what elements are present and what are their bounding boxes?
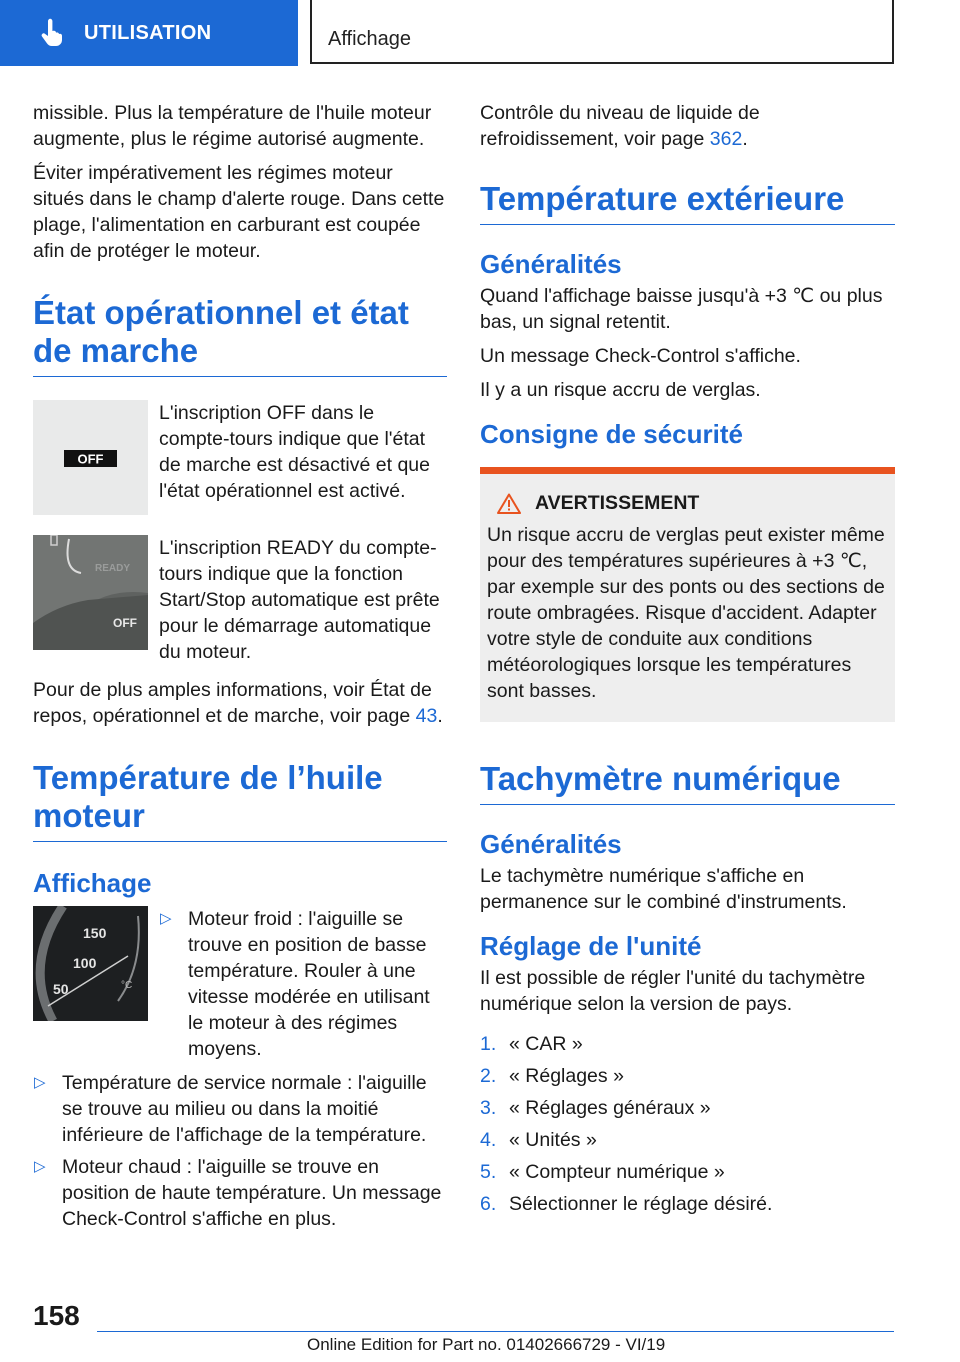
page-number: 158 xyxy=(33,1300,80,1331)
heading-general: Généralités xyxy=(480,249,622,279)
paragraph: Contrôle du niveau de liquide de refroidissement, voir page 362. xyxy=(480,102,760,150)
list-item: ▷ Moteur froid : l'aiguille se trouve en position de basse température. Rouler à une vitesse modérée en utilisant le moteur à des régimes moyens. xyxy=(160,908,430,1060)
heading-safety: Consigne de sécurité xyxy=(480,419,743,449)
gauge-unit: °C xyxy=(121,980,133,991)
list-item: ▷ Température de service normale : l'aiguille se trouve au milieu ou dans la moitié inférieure de l'affichage de la température. xyxy=(34,1072,427,1146)
footer-edition: Online Edition for Part no. 01402666729 - VI/19 xyxy=(307,1335,666,1354)
chapter-title: Affichage xyxy=(328,28,412,50)
chapter-header xyxy=(310,0,894,64)
hand-pointer-icon xyxy=(34,15,70,51)
heading-oil-temperature: Température de l’huile moteur xyxy=(33,759,447,842)
page-link[interactable]: 43 xyxy=(415,705,438,727)
section-tab xyxy=(0,0,298,66)
page-link[interactable]: 362 xyxy=(709,128,743,150)
figure-ready-caption: L'inscription READY du compte-tours indique que la fonction Start/Stop automatique est prête pour le démarrage automatique du moteur. xyxy=(159,537,440,663)
footer-rule xyxy=(97,1331,894,1332)
heading-general: Généralités xyxy=(480,829,622,859)
figure-off-caption: L'inscription OFF dans le compte-tours indique que l'état de marche est désactivé et que l'état opérationnel est activé. xyxy=(159,402,430,502)
list-item: ▷ Moteur chaud : l'aiguille se trouve en position de haute température. Un message Check-Control s'affiche en plus. xyxy=(34,1156,442,1230)
paragraph: Pour de plus amples informations, voir État de repos, opérationnel et de marche, voir page 43. xyxy=(33,679,443,727)
step-item: 5. « Compteur numérique » xyxy=(480,1161,725,1183)
heading-digital-speedometer: Tachymètre numérique xyxy=(480,760,895,805)
paragraph: Un message Check-Control s'affiche. xyxy=(480,345,801,367)
off-indicator-image xyxy=(33,400,148,515)
paragraph: Il est possible de régler l'unité du tachymètre numérique selon la version de pays. xyxy=(480,967,866,1015)
left-column xyxy=(33,100,447,1238)
warning-box xyxy=(480,467,895,722)
step-item: 2. « Réglages » xyxy=(480,1065,624,1087)
heading-display: Affichage xyxy=(33,868,152,898)
heading-operating-state: État opérationnel et état de marche xyxy=(33,294,447,377)
figure-off xyxy=(33,400,447,515)
triangle-bullet-icon: ▷ xyxy=(34,1158,46,1175)
step-item: 3. « Réglages généraux » xyxy=(480,1097,711,1119)
step-item: 1. « CAR » xyxy=(480,1033,583,1055)
off-label: OFF xyxy=(77,451,104,467)
figure-gauge xyxy=(33,906,447,1068)
paragraph: Éviter impérativement les régimes moteur situés dans le champ d'alerte rouge. Dans cette plage, l'alimentation en carburant est coupée afin de protéger le moteur. xyxy=(33,162,445,262)
ready-label: READY xyxy=(95,563,131,574)
heading-outside-temperature: Température extérieure xyxy=(480,180,895,225)
paragraph: Le tachymètre numérique s'affiche en permanence sur le combiné d'instruments. xyxy=(480,865,847,913)
heading-unit-setting: Réglage de l'unité xyxy=(480,931,702,961)
warning-triangle-icon xyxy=(497,493,521,514)
warning-title: AVERTISSEMENT xyxy=(535,492,700,514)
gauge-label-150: 150 xyxy=(83,925,107,941)
step-item: 6. Sélectionner le réglage désiré. xyxy=(480,1193,773,1215)
gauge-label-100: 100 xyxy=(73,955,97,971)
section-title: UTILISATION xyxy=(84,21,212,44)
step-item: 4. « Unités » xyxy=(480,1129,597,1151)
warning-text: Un risque accru de verglas peut exister même pour des températures supérieures à +3 ℃, par exemple sur des ponts ou des sections de route ombragées. Risque d'accident. Adapter votre style de conduite aux conditions météorologiques lorsque les températures sont basses. xyxy=(487,524,885,702)
paragraph: Il y a un risque accru de verglas. xyxy=(480,379,761,401)
ready-indicator-image xyxy=(33,535,148,650)
triangle-bullet-icon: ▷ xyxy=(160,910,172,927)
gauge-label-50: 50 xyxy=(53,981,69,997)
right-column xyxy=(480,100,895,1223)
paragraph: missible. Plus la température de l'huile moteur augmente, plus le régime autorisé augmente. xyxy=(33,102,432,150)
paragraph: Quand l'affichage baisse jusqu'à +3 ℃ ou plus bas, un signal retentit. xyxy=(480,285,883,333)
oil-temperature-gauge-image xyxy=(33,906,148,1021)
off-label: OFF xyxy=(113,616,137,630)
triangle-bullet-icon: ▷ xyxy=(34,1074,46,1091)
figure-ready xyxy=(33,535,447,665)
